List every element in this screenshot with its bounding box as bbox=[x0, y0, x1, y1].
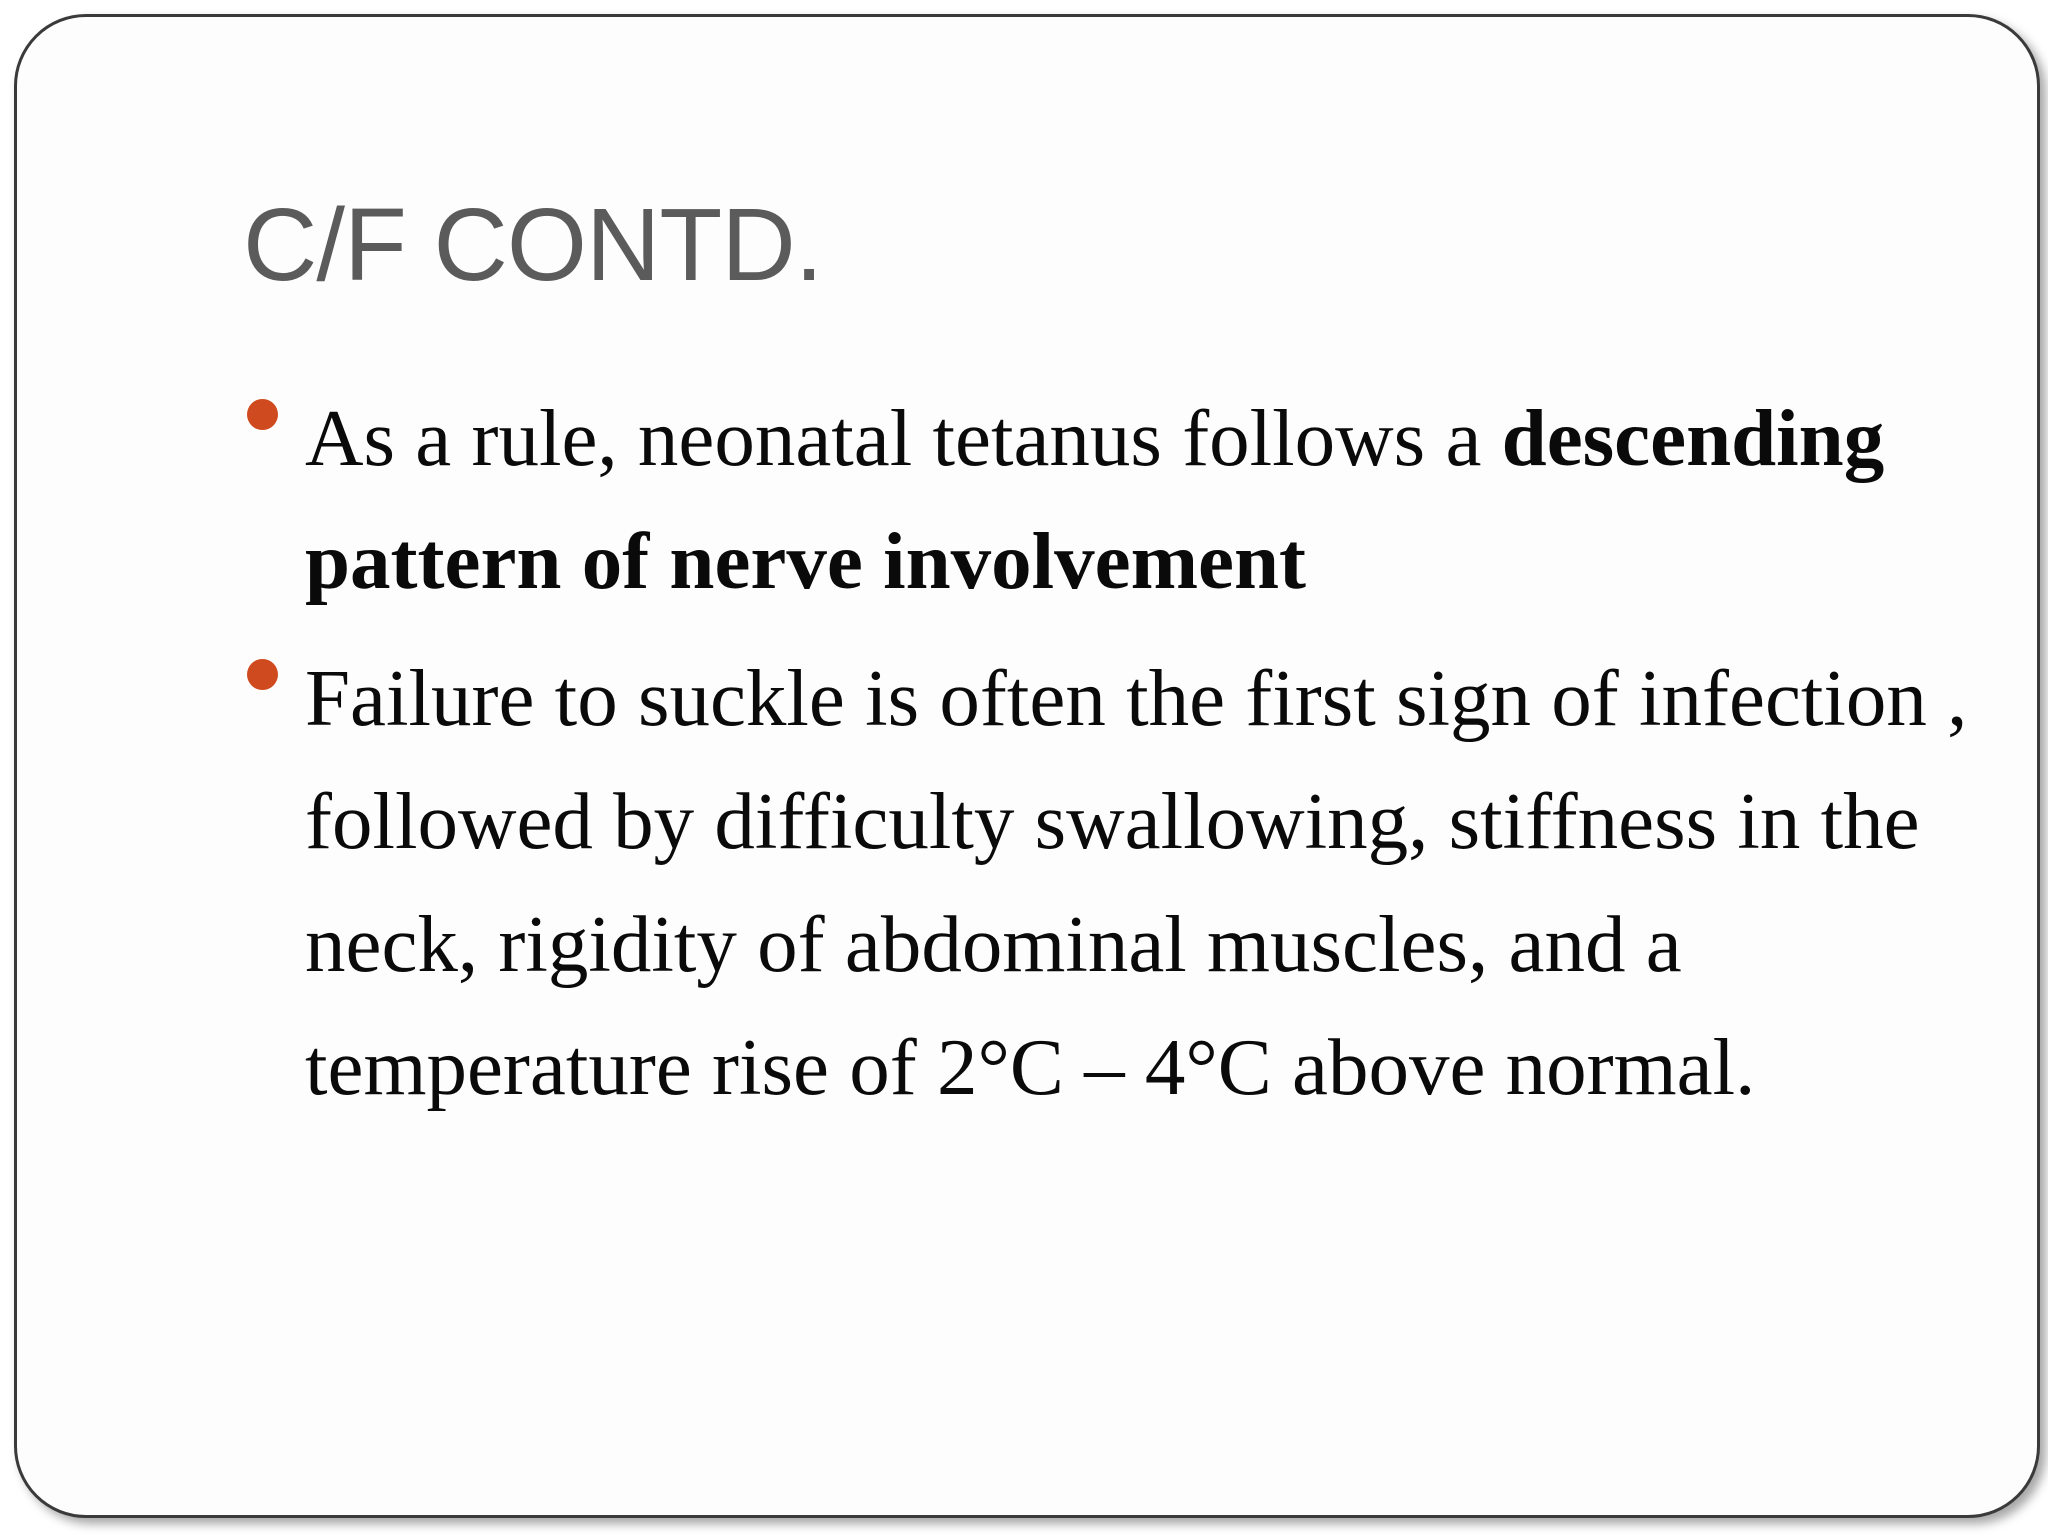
bullet-dot-icon bbox=[247, 399, 278, 430]
slide-title: C/F CONTD. bbox=[243, 187, 823, 302]
slide-frame bbox=[14, 14, 2040, 1518]
bullet-2-text: Failure to suckle is often the first sign of infection , followed by difficulty swallowing, stiffness in the neck, rigidity of abdominal muscles, and a temperature rise of 2°C – 4°C above normal. bbox=[305, 653, 1968, 1112]
bullet-item-1 bbox=[243, 377, 1973, 623]
bullet-list bbox=[243, 377, 1973, 1129]
bullet-dot-icon bbox=[247, 659, 278, 690]
bullet-item-2 bbox=[243, 637, 1973, 1129]
bullet-1-bold-text: descending pattern of nerve involvement bbox=[305, 393, 1885, 606]
bullet-1-text: As a rule, neonatal tetanus follows a bbox=[305, 393, 1502, 483]
